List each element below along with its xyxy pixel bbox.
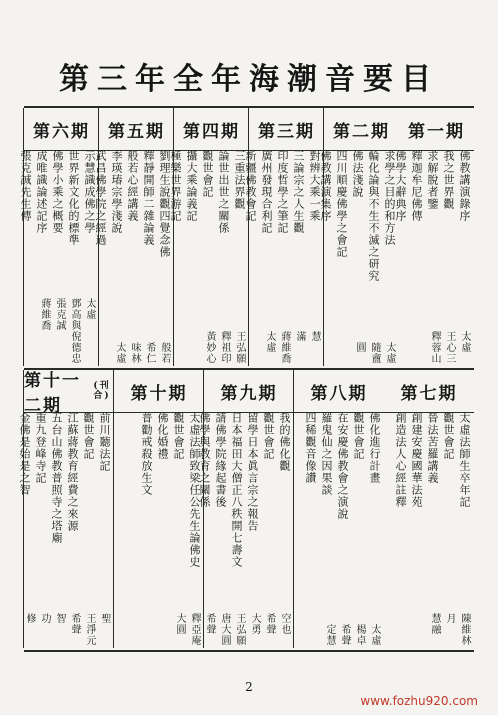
page-title: 第三年全年海潮音要目 <box>59 62 439 97</box>
column-9 <box>198 412 294 648</box>
entry: 廣州發現合利記 <box>260 150 273 234</box>
author: 鄧高與倪德忠 <box>69 298 80 364</box>
author: 圓 <box>354 342 365 353</box>
entry: 張克誠先生傳 <box>19 150 32 222</box>
period-3: 第三期 <box>248 108 324 150</box>
entry: 日本福田大僧正八秩開七壽文 <box>230 412 243 568</box>
entry: 新疆佛教會記 <box>244 150 257 222</box>
entry: 觀世會記 <box>172 412 185 460</box>
entry-list <box>319 150 396 358</box>
column-3 <box>244 150 324 366</box>
author: 希仁 <box>144 342 155 364</box>
combined-issue-note: (刊合) <box>93 381 111 401</box>
author: 定慧 <box>324 624 335 646</box>
author: 王弘願 <box>234 331 245 364</box>
entry-list <box>388 412 470 620</box>
entry: 四川順慶佛學之會記 <box>335 150 348 258</box>
author: 慧 <box>309 331 320 342</box>
entry: 留學日本眞言宗之報告 <box>246 412 259 532</box>
entry-list <box>394 150 471 358</box>
entry: 佛化婚禮 <box>156 412 169 460</box>
entry: 佛學大辭典序 <box>394 150 407 222</box>
author: 王淨元 <box>84 613 95 646</box>
entry: 請佛學院緣起書後 <box>214 412 227 508</box>
period-8: 第八期 <box>293 370 384 412</box>
author: 慧融 <box>429 613 440 635</box>
entry: 佛學小乘之概要 <box>51 150 64 234</box>
entry: 佛教講演錄序 <box>458 150 471 222</box>
entry: 四稀觀音像讚 <box>304 412 317 484</box>
section-1 <box>19 108 474 366</box>
entry-list <box>244 150 321 358</box>
author: 希聲 <box>339 624 350 646</box>
author: 智 <box>54 613 65 624</box>
author-list <box>28 298 95 364</box>
column-1 <box>394 150 474 366</box>
author: 王心三 <box>444 331 455 364</box>
entry: 在安慶佛教會之演說 <box>336 412 349 520</box>
author: 陳維林 <box>459 613 470 646</box>
entry-list <box>198 412 291 620</box>
author: 味林 <box>129 342 140 364</box>
entry: 金佛是始是之智 <box>18 412 31 496</box>
entry: 三重法界觀 <box>233 150 246 210</box>
section-1-header <box>24 108 474 151</box>
entry: 武昌佛學院之經過 <box>94 150 107 246</box>
author: 滿 <box>294 331 305 342</box>
author-list <box>328 342 395 364</box>
author: 大圓 <box>174 613 185 635</box>
author: 太虛 <box>114 342 125 364</box>
entry: 江蘇蔣教育經費之來源 <box>66 412 79 532</box>
author-list <box>388 613 470 646</box>
column-11-12 <box>18 412 114 648</box>
entry: 創造法人心經註釋 <box>394 412 407 508</box>
entry: 輪化論與不生不滅之研究 <box>367 150 380 282</box>
period-10: 第十期 <box>113 370 204 412</box>
entry: 觀世會記 <box>262 412 275 460</box>
entry: 我之世界觀 <box>442 150 455 210</box>
entry: 釋靜開師二雜論義 <box>142 150 155 246</box>
author: 楊卓 <box>354 624 365 646</box>
author: 釋亞庵 <box>189 613 200 646</box>
period-11-12: 第十一二期 (刊合) <box>23 370 114 412</box>
author: 太虛 <box>84 298 95 320</box>
author-list <box>178 331 245 364</box>
author: 蔣維喬 <box>279 331 290 364</box>
author: 太虛 <box>369 624 380 646</box>
section-2-columns <box>18 412 474 648</box>
entry: 求學之目的和方法 <box>383 150 396 246</box>
author: 蔣維喬 <box>39 298 50 331</box>
period-6: 第六期 <box>23 108 99 150</box>
author-list <box>298 624 380 646</box>
entry: 太虛法師致梁任公先生論佛史 <box>188 412 201 568</box>
author: 太虛 <box>459 331 470 353</box>
author-list <box>403 331 470 364</box>
author: 釋祖印 <box>219 331 230 364</box>
entry-list <box>118 412 200 620</box>
entry: 觀世會記 <box>201 150 214 198</box>
author: 希聲 <box>69 613 80 635</box>
entry-list <box>169 150 246 358</box>
author-list <box>24 613 110 646</box>
period-5: 第五期 <box>98 108 174 150</box>
author: 月 <box>444 613 455 624</box>
period-7: 第七期 <box>400 383 458 404</box>
entry-list <box>298 412 380 620</box>
entry: 羅鬼仙之因果談 <box>320 412 333 496</box>
author: 希聲 <box>264 613 275 635</box>
entry: 印度哲學之筆記 <box>276 150 289 234</box>
author: 功 <box>39 613 50 624</box>
entry: 普勸戒殺放生文 <box>140 412 153 496</box>
entry: 晉法苦羅講義 <box>426 412 439 484</box>
entry: 世界新文化的標準 <box>67 150 80 246</box>
entry: 劉理生說觀四覺念佛 <box>158 150 171 258</box>
author: 希聲 <box>204 613 215 635</box>
section-2-header <box>24 370 474 416</box>
period-1: 第一期 <box>408 121 465 142</box>
entry: 佛法淺說 <box>351 150 364 198</box>
author-list <box>204 613 290 646</box>
entry: 觀世會記 <box>442 412 455 460</box>
entry: 觀世會記 <box>82 412 95 460</box>
entry: 成唯識論述記序 <box>35 150 48 234</box>
author: 唐大圓 <box>219 613 230 646</box>
author: 太虛 <box>384 342 395 364</box>
entry: 極樂世界游記 <box>169 150 182 222</box>
author-list <box>118 613 200 646</box>
period-9: 第九期 <box>203 370 294 412</box>
entry: 五台山佛教普照寺之塔廟 <box>50 412 63 544</box>
page-number: 2 <box>245 680 253 694</box>
author: 空也 <box>279 613 290 635</box>
entry: 釋迦牟尼佛傳 <box>410 150 423 222</box>
column-6 <box>19 150 99 366</box>
entry: 示慧識成佛之學 <box>83 150 96 234</box>
column-7 <box>384 412 474 648</box>
entry: 我的佛化觀 <box>278 412 291 472</box>
column-8 <box>293 412 384 648</box>
entry: 佛教講演集序 <box>319 150 332 222</box>
entry: 三論宗之人生觀 <box>292 150 305 234</box>
author: 修 <box>24 613 35 624</box>
section-2 <box>18 370 474 648</box>
column-4 <box>169 150 249 366</box>
entry: 攝大乘論義記 <box>185 150 198 222</box>
author: 般若 <box>159 342 170 364</box>
author: 太虛 <box>264 331 275 353</box>
entry: 重九登峰寺記 <box>34 412 47 484</box>
author-list <box>103 342 170 364</box>
entry: 太虛法師生卒年記 <box>458 412 471 508</box>
entry: 前川聽法記 <box>98 412 111 472</box>
period-2: 第二期 <box>323 108 399 150</box>
entry: 佛化進行計畫 <box>368 412 381 484</box>
period-4: 第四期 <box>173 108 249 150</box>
entry: 般若心經講義 <box>126 150 139 222</box>
column-10 <box>113 412 204 648</box>
entry: 求解脫者鑒 <box>426 150 439 210</box>
author: 隨盦 <box>369 342 380 364</box>
author: 張克誠 <box>54 298 65 331</box>
entry: 創建安慶國華法苑 <box>410 412 423 508</box>
entry-list <box>18 412 111 620</box>
author: 大勇 <box>249 613 260 635</box>
author: 釋蓉山 <box>429 331 440 364</box>
entry: 觀世會記 <box>352 412 365 460</box>
column-2 <box>319 150 399 366</box>
entry: 論世出世之關係 <box>217 150 230 234</box>
bottom-rule <box>24 650 474 652</box>
entry: 佛學與教育之關係 <box>198 412 211 508</box>
column-5 <box>94 150 174 366</box>
entry: 對辨大乘一乘 <box>308 150 321 222</box>
section-1-columns <box>19 150 474 366</box>
author: 黃妙心 <box>204 331 215 364</box>
author-list <box>253 331 320 364</box>
author: 聖 <box>99 613 110 624</box>
entry-list <box>94 150 171 358</box>
author: 王弘願 <box>234 613 245 646</box>
watermark: www.fozhu920.com <box>360 694 478 708</box>
entry: 李瑛瑃宗學淺說 <box>110 150 123 234</box>
